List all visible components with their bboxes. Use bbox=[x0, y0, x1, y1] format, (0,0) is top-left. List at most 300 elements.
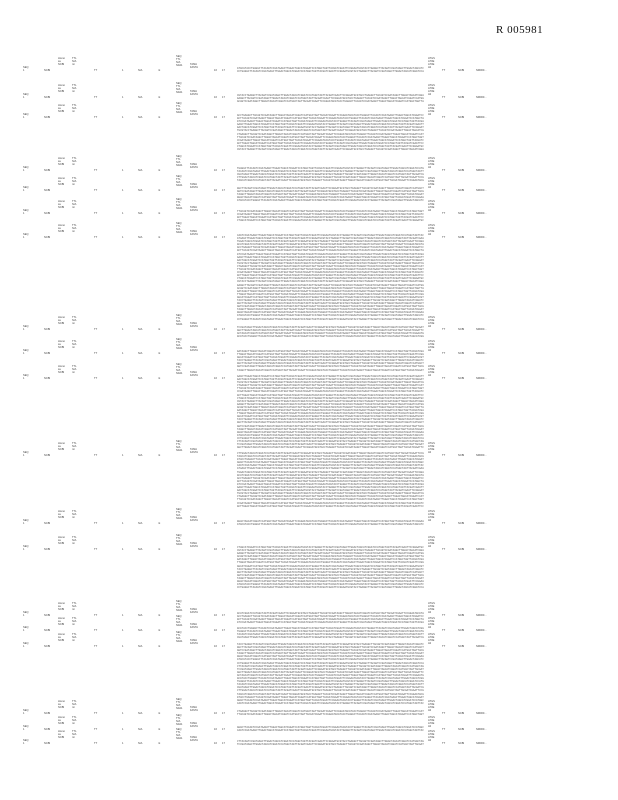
sequence-line: TAAGCTTGGACTAGCATCGGATCCATGGCTAGTTACGATCGAATTCCGGAATGCGTACCTGAGGCTTACAGTCCGATAAGCTTGGACTAGCATCGGATCCATGGCTAGTTACGATCGAAT bbox=[237, 427, 424, 431]
cell: 1 bbox=[122, 548, 124, 551]
cell: TAMA FASTA bbox=[190, 516, 199, 523]
cell: nt bbox=[158, 377, 161, 380]
sequence-line: CTTGGACTAGCATCGGATCCATGGCTAGTTACGATCGAATTCCGGAATGCGTACCTGAGGCTTACAGTCCGATAAGCTTGGACTAGCATCGGATCCATGGCTAGTTACGATCGAATTCCG bbox=[237, 689, 424, 693]
sequence-block bbox=[237, 643, 427, 705]
cell: NCBI bbox=[458, 377, 465, 380]
cell: SEQ TTL N/A N0A1 bbox=[176, 222, 183, 235]
cell: SEQ TTL N/A N0A1 bbox=[176, 55, 183, 68]
cell: 17 bbox=[222, 212, 225, 215]
cell: Homo sa NCBI bbox=[58, 716, 65, 726]
cell: NM000... bbox=[476, 522, 487, 525]
cell: TAMA FASTA bbox=[190, 183, 199, 190]
cell: NCBI bbox=[458, 728, 465, 731]
sequence-line: CGTACCTGAGGCTTACAGTCCGATAAGCTTGGACTAGCATCGGATCCATGGCTAGTTACGATCGAATTCCGGAATGCGTACCTGAGGCTTACAGTCCGATAAGCTTGGACTAGCATCGGA bbox=[237, 549, 424, 553]
sequence-line: CTAGCATCGGATCCATGGCTAGTTACGATCGAATTCCGGAATGCGTACCTGAGGCTTACAGTCCGATAAGCTTGGACTAGCATCGGATCCATGGCTAGTTACGATCGAATTCCGGAATGC bbox=[237, 144, 424, 148]
cell: 1 bbox=[122, 614, 124, 617]
cell: 1 bbox=[122, 377, 124, 380]
cell: nt bbox=[158, 116, 161, 119]
sequence-line: CCTGAGGCTTACAGTCCGATAAGCTTGGACTAGCATCGGATCCATGGCTAGTTACGATCGAATTCCGGAATGCGTACCTGAGGCTTACAGTCCGATAAGCTTGGACTAGCATCGGATCCA bbox=[237, 436, 424, 440]
cell: 17 bbox=[222, 189, 225, 192]
sequence-line: ATGCGTACCTGAGGCTTACAGTCCGATAAGCTTGGACTAGCATCGGATCCATGGCTAGTTACGATCGAATTCCGGAATGCGTACCTGAGGCTTACAGTCCGATAAGCTTGGACTAGCATC bbox=[237, 199, 424, 203]
cell: NCBI bbox=[44, 69, 51, 72]
cell: TT bbox=[442, 212, 446, 215]
cell: TTL N/A mi bbox=[72, 730, 77, 740]
cell: Homo sa NCBI bbox=[58, 224, 65, 234]
cell: TAMA FASTA bbox=[190, 448, 199, 455]
cell: TAMA FASTA bbox=[190, 722, 199, 729]
sequence-line: CTGAGGCTTACAGTCCGATAAGCTTGGACTAGCATCGGATCCATGGCTAGTTACGATCGAATTCCGGAATGCGTACCTGAGGCTTACAGTCCGATAAGCTTGGACTAGCATCGGATCCAT bbox=[237, 495, 424, 499]
cell: NCBI bbox=[44, 96, 51, 99]
sequence-line: ATGCGTACCTGAGGCTTACAGTCCGATAAGCTTGGACTAGCATCGGATCCATGGCTAGTTACGATCGAATTCCGGAATGCGTACCTGAGGCTTACAGTCCGATAAGCTTGGACTAGCATC bbox=[237, 314, 424, 318]
cell: NM000... bbox=[476, 116, 487, 119]
sequence-line: AGCTTGGACTAGCATCGGATCCATGGCTAGTTACGATCGAATTCCGGAATGCGTACCTGAGGCTTACAGTCCGATAAGCTTGGACTAGCATCGGATCCATGGCTAGTTACGATCGAATTC bbox=[237, 670, 424, 674]
sequence-line: CTTGGACTAGCATCGGATCCATGGCTAGTTACGATCGAATTCCGGAATGCGTACCTGAGGCTTACAGTCCGATAAGCTTGGACTAGCATCGGATCCATGGCTAGTTACGATCGAATTCCG bbox=[237, 176, 424, 180]
cell: NM000... bbox=[476, 96, 487, 99]
cell: NCBI bbox=[458, 69, 465, 72]
cell: 17 bbox=[222, 116, 225, 119]
cell: ATGS A70E A70E Alt bbox=[428, 617, 435, 630]
cell: ATGS A70E A70E Alt bbox=[428, 365, 435, 378]
cell: Homo sa NCBI bbox=[58, 200, 65, 210]
cell: NM000... bbox=[476, 352, 487, 355]
cell: nt bbox=[158, 236, 161, 239]
cell: N/A bbox=[138, 454, 143, 457]
sequence-line: TGCGTACCTGAGGCTTACAGTCCGATAAGCTTGGACTAGCATCGGATCCATGGCTAGTTACGATCGAATTCCGGAATGCGTACCTGAGGCTTACAGTCCGATAAGCTTGGACTAGCATCG bbox=[237, 129, 424, 133]
cell: Homo sa NCBI bbox=[58, 730, 65, 740]
cell: NCBI bbox=[458, 614, 465, 617]
cell: TAMA FASTA bbox=[190, 346, 199, 353]
cell: Homo sa NCBI bbox=[58, 177, 65, 187]
sequence-line: GCGTACCTGAGGCTTACAGTCCGATAAGCTTGGACTAGCATCGGATCCATGGCTAGTTACGATCGAATTCCGGAATGCGTACCTGAGGCTTACAGTCCGATAAGCTTGGACTAGCATCGG bbox=[237, 627, 424, 630]
cell: TAMA FASTA bbox=[190, 371, 199, 378]
cell: TT bbox=[442, 629, 446, 632]
cell: nt bbox=[158, 629, 161, 632]
sequence-line: TAGCATCGGATCCATGGCTAGTTACGATCGAATTCCGGAATGCGTACCTGAGGCTTACAGTCCGATAAGCTTGGACTAGCATCGGATCCATGGCTAGTTACGATCGAATTCCGGAATGCG bbox=[237, 692, 424, 696]
cell: 17 bbox=[222, 522, 225, 525]
cell: nt bbox=[158, 169, 161, 172]
sequence-line: GGCTTACAGTCCGATAAGCTTGGACTAGCATCGGATCCATGGCTAGTTACGATCGAATTCCGGAATGCGTACCTGAGGCTTACAGTCCGATAAGCTTGGACTAGCATCGGATCCATGGCT bbox=[237, 421, 424, 425]
cell: 1 bbox=[122, 96, 124, 99]
cell: NM000... bbox=[476, 169, 487, 172]
sequence-line: TTACAGTCCGATAAGCTTGGACTAGCATCGGATCCATGGCTAGTTACGATCGAATTCCGGAATGCGTACCTGAGGCTTACAGTCCGATAAGCTTGGACTAGCATCGGATCCATGGCTAGT bbox=[237, 210, 424, 213]
cell: ATGS A70E A70E Alt bbox=[428, 510, 435, 523]
cell: TTL N/A mi bbox=[72, 224, 77, 234]
cell: 16 bbox=[214, 236, 217, 239]
sequence-line: CCGATAAGCTTGGACTAGCATCGGATCCATGGCTAGTTACGATCGAATTCCGGAATGCGTACCTGAGGCTTACAGTCCGATAAGCTTGGACTAGCATCGGATCCATGGCTAGTTACGATC bbox=[237, 271, 424, 275]
sequence-line: AGTCCGATAAGCTTGGACTAGCATCGGATCCATGGCTAGTTACGATCGAATTCCGGAATGCGTACCTGAGGCTTACAGTCCGATAAGCTTGGACTAGCATCGGATCCATGGCTAGTTACG bbox=[237, 365, 424, 369]
cell: NCBI bbox=[458, 236, 465, 239]
cell: 1 bbox=[122, 645, 124, 648]
sequence-line: CGTACCTGAGGCTTACAGTCCGATAAGCTTGGACTAGCATCGGATCCATGGCTAGTTACGATCGAATTCCGGAATGCGTACCTGAGGCTTACAGTCCGATAAGCTTGGACTAGCATCGGA bbox=[237, 148, 424, 152]
cell: NCBI bbox=[44, 169, 51, 172]
sequence-block bbox=[237, 326, 427, 338]
sequence-line: GCTTGGACTAGCATCGGATCCATGGCTAGTTACGATCGAATTCCGGAATGCGTACCTGAGGCTTACAGTCCGATAAGCTTGGACTAGCATCGGATCCATGGCTAGTTACGATCGAATTCC bbox=[237, 504, 424, 508]
sequence-line: TAAGCTTGGACTAGCATCGGATCCATGGCTAGTTACGATCGAATTCCGGAATGCGTACCTGAGGCTTACAGTCCGATAAGCTTGGACTAGCATCGGATCCATGGCTAGTTACGATCGAAT bbox=[237, 652, 424, 656]
sequence-line: ACAGTCCGATAAGCTTGGACTAGCATCGGATCCATGGCTAGTTACGATCGAATTCCGGAATGCGTACCTGAGGCTTACAGTCCGATAAGCTTGGACTAGCATCGGATCCATGGCTAGTTA bbox=[237, 286, 424, 290]
cell: nt bbox=[158, 712, 161, 715]
cell: nt bbox=[158, 728, 161, 731]
sequence-line: AGCTTGGACTAGCATCGGATCCATGGCTAGTTACGATCGAATTCCGGAATGCGTACCTGAGGCTTACAGTCCGATAAGCTTGGACTAGCATCGGATCCATGGCTAGTTACGATCGAATTC bbox=[237, 329, 424, 333]
page-number: R 005981 bbox=[496, 24, 544, 36]
sequence-line: GAGGCTTACAGTCCGATAAGCTTGGACTAGCATCGGATCCATGGCTAGTTACGATCGAATTCCGGAATGCGTACCTGAGGCTTACAGTCCGATAAGCTTGGACTAGCATCGGATCCATGG bbox=[237, 97, 424, 101]
cell: 17 bbox=[222, 69, 225, 72]
cell: TT bbox=[442, 96, 446, 99]
cell: 17 bbox=[222, 742, 225, 745]
sequence-line: ACCTGAGGCTTACAGTCCGATAAGCTTGGACTAGCATCGGATCCATGGCTAGTTACGATCGAATTCCGGAATGCGTACCTGAGGCTTACAGTCCGATAAGCTTGGACTAGCATCGGATCC bbox=[237, 246, 424, 250]
sequence-block bbox=[237, 520, 427, 526]
cell: NM000... bbox=[476, 189, 487, 192]
cell: NCBI bbox=[44, 614, 51, 617]
sequence-line: AGTCCGATAAGCTTGGACTAGCATCGGATCCATGGCTAGTTACGATCGAATTCCGGAATGCGTACCTGAGGCTTACAGTCCGATAAGCTTGGACTAGCATCGGATCCATGGCTAGTTACG bbox=[237, 190, 424, 194]
cell: 1 bbox=[122, 236, 124, 239]
cell: TT bbox=[442, 236, 446, 239]
cell: N/A bbox=[138, 169, 143, 172]
sequence-line: CGTACCTGAGGCTTACAGTCCGATAAGCTTGGACTAGCATCGGATCCATGGCTAGTTACGATCGAATTCCGGAATGCGTACCTGAGGCTTACAGTCCGATAAGCTTGGACTAGCATCGGA bbox=[237, 280, 424, 284]
cell: ATGS A70E A70E Alt bbox=[428, 340, 435, 353]
sequence-line: CTTACAGTCCGATAAGCTTGGACTAGCATCGGATCCATGGCTAGTTACGATCGAATTCCGGAATGCGTACCTGAGGCTTACAGTCCGATAAGCTTGGACTAGCATCGGATCCATGGCTAG bbox=[237, 439, 424, 443]
cell: 16 bbox=[214, 712, 217, 715]
cell: SEQ TTL N/A N0A1 bbox=[176, 508, 183, 521]
cell: 16 bbox=[214, 548, 217, 551]
cell: 17 bbox=[222, 629, 225, 632]
cell: 16 bbox=[214, 614, 217, 617]
cell: TT bbox=[94, 454, 98, 457]
cell: NCBI bbox=[458, 742, 465, 745]
cell: SEQ TTL N/A N0A1 bbox=[176, 338, 183, 351]
cell-id: SEQ 1 bbox=[23, 325, 29, 332]
cell: 1 bbox=[122, 629, 124, 632]
sequence-line: AGCATCGGATCCATGGCTAGTTACGATCGAATTCCGGAATGCGTACCTGAGGCTTACAGTCCGATAAGCTTGGACTAGCATCGGATCCATGGCTAGTTACGATCGAATTCCGGAATGCGT bbox=[237, 564, 424, 568]
cell: TT bbox=[442, 189, 446, 192]
cell: Homo sa NCBI bbox=[58, 316, 65, 326]
cell: NCBI bbox=[44, 377, 51, 380]
cell-id: SEQ 1 bbox=[23, 93, 29, 100]
sequence-line: GGCTTACAGTCCGATAAGCTTGGACTAGCATCGGATCCATGGCTAGTTACGATCGAATTCCGGAATGCGTACCTGAGGCTTACAGTCCGATAAGCTTGGACTAGCATCGGATCCATGGCT bbox=[237, 646, 424, 650]
cell: TTL N/A mi bbox=[72, 633, 77, 643]
cell: NM000... bbox=[476, 328, 487, 331]
sequence-line: CCTGAGGCTTACAGTCCGATAAGCTTGGACTAGCATCGGATCCATGGCTAGTTACGATCGAATTCCGGAATGCGTACCTGAGGCTTACAGTCCGATAAGCTTGGACTAGCATCGGATCCA bbox=[237, 586, 424, 590]
sequence-line: ATAAGCTTGGACTAGCATCGGATCCATGGCTAGTTACGATCGAATTCCGGAATGCGTACCTGAGGCTTACAGTCCGATAAGCTTGGACTAGCATCGGATCCATGGCTAGTTACGATCGAA bbox=[237, 237, 424, 241]
cell-id: SEQ 1 bbox=[23, 451, 29, 458]
sequence-line: TCCGATAAGCTTGGACTAGCATCGGATCCATGGCTAGTTACGATCGAATTCCGGAATGCGTACCTGAGGCTTACAGTCCGATAAGCTTGGACTAGCATCGGATCCATGGCTAGTTACGAT bbox=[237, 667, 424, 671]
cell: NCBI bbox=[458, 522, 465, 525]
sequence-line: CTTACAGTCCGATAAGCTTGGACTAGCATCGGATCCATGGCTAGTTACGATCGAATTCCGGAATGCGTACCTGAGGCTTACAGTCCGATAAGCTTGGACTAGCATCGGATCCATGGCTAG bbox=[237, 740, 424, 743]
sequence-line: TAAGCTTGGACTAGCATCGGATCCATGGCTAGTTACGATCGAATTCCGGAATGCGTACCTGAGGCTTACAGTCCGATAAGCTTGGACTAGCATCGGATCCATGGCTAGTTACGATCGAAT bbox=[237, 576, 424, 580]
sequence-line: AGCATCGGATCCATGGCTAGTTACGATCGAATTCCGGAATGCGTACCTGAGGCTTACAGTCCGATAAGCTTGGACTAGCATCGGATCCATGGCTAGTTACGATCGAATTCCGGAATGCGT bbox=[237, 356, 424, 360]
cell: 17 bbox=[222, 352, 225, 355]
cell: 1 bbox=[122, 328, 124, 331]
sequence-line: GGACTAGCATCGGATCCATGGCTAGTTACGATCGAATTCCGGAATGCGTACCTGAGGCTTACAGTCCGATAAGCTTGGACTAGCATCGGATCCATGGCTAGTTACGATCGAATTCCGGAA bbox=[237, 580, 424, 584]
cell: TT bbox=[442, 614, 446, 617]
sequence-line: ACTAGCATCGGATCCATGGCTAGTTACGATCGAATTCCGGAATGCGTACCTGAGGCTTACAGTCCGATAAGCTTGGACTAGCATCGGATCCATGGCTAGTTACGATCGAATTCCGGAATG bbox=[237, 332, 424, 336]
cell: Homo sa NCBI bbox=[58, 700, 65, 710]
cell: 17 bbox=[222, 169, 225, 172]
cell: TT bbox=[442, 352, 446, 355]
cell: NCBI bbox=[458, 645, 465, 648]
cell: TTL N/A mi bbox=[72, 177, 77, 187]
cell-id: SEQ 1 bbox=[23, 209, 29, 216]
cell: TT bbox=[442, 454, 446, 457]
sequence-line: AGGCTTACAGTCCGATAAGCTTGGACTAGCATCGGATCCATGGCTAGTTACGATCGAATTCCGGAATGCGTACCTGAGGCTTACAGTCCGATAAGCTTGGACTAGCATCGGATCCATGGC bbox=[237, 726, 424, 729]
cell: 16 bbox=[214, 728, 217, 731]
cell: NM000... bbox=[476, 742, 487, 745]
sequence-line: TGAGGCTTACAGTCCGATAAGCTTGGACTAGCATCGGATCCATGGCTAGTTACGATCGAATTCCGGAATGCGTACCTGAGGCTTACAGTCCGATAAGCTTGGACTAGCATCGGATCCATG bbox=[237, 167, 424, 170]
cell: Homo sa NCBI bbox=[58, 510, 65, 520]
sequence-line: AGTCCGATAAGCTTGGACTAGCATCGGATCCATGGCTAGTTACGATCGAATTCCGGAATGCGTACCTGAGGCTTACAGTCCGATAAGCTTGGACTAGCATCGGATCCATGGCTAGTTACG bbox=[237, 424, 424, 428]
cell: N/A bbox=[138, 742, 143, 745]
sequence-line: CTAGCATCGGATCCATGGCTAGTTACGATCGAATTCCGGAATGCGTACCTGAGGCTTACAGTCCGATAAGCTTGGACTAGCATCGGATCCATGGCTAGTTACGATCGAATTCCGGAATGC bbox=[237, 219, 424, 223]
sequence-line: AAGCTTGGACTAGCATCGGATCCATGGCTAGTTACGATCGAATTCCGGAATGCGTACCTGAGGCTTACAGTCCGATAAGCTTGGACTAGCATCGGATCCATGGCTAGTTACGATCGAATT bbox=[237, 375, 424, 378]
cell: NM000... bbox=[476, 728, 487, 731]
sequence-line: TGCGTACCTGAGGCTTACAGTCCGATAAGCTTGGACTAGCATCGGATCCATGGCTAGTTACGATCGAATTCCGGAATGCGTACCTGAGGCTTACAGTCCGATAAGCTTGGACTAGCATCG bbox=[237, 261, 424, 265]
cell: TT bbox=[94, 742, 98, 745]
cell: NM000... bbox=[476, 712, 487, 715]
sequence-line: GCATCGGATCCATGGCTAGTTACGATCGAATTCCGGAATGCGTACCTGAGGCTTACAGTCCGATAAGCTTGGACTAGCATCGGATCCATGGCTAGTTACGATCGAATTCCGGAATGCGTA bbox=[237, 243, 424, 247]
cell: TAMA FASTA bbox=[190, 736, 199, 743]
cell: NCBI bbox=[458, 328, 465, 331]
cell: TT bbox=[94, 712, 98, 715]
sequence-line: GCTTACAGTCCGATAAGCTTGGACTAGCATCGGATCCATGGCTAGTTACGATCGAATTCCGGAATGCGTACCTGAGGCTTACAGTCCGATAAGCTTGGACTAGCATCGGATCCATGGCTA bbox=[237, 117, 424, 121]
cell: 17 bbox=[222, 236, 225, 239]
sequence-line: GGCTTACAGTCCGATAAGCTTGGACTAGCATCGGATCCATGGCTAGTTACGATCGAATTCCGGAATGCGTACCTGAGGCTTACAGTCCGATAAGCTTGGACTAGCATCGGATCCATGGCT bbox=[237, 362, 424, 366]
cell: 16 bbox=[214, 328, 217, 331]
sequence-line: CGATAAGCTTGGACTAGCATCGGATCCATGGCTAGTTACGATCGAATTCCGGAATGCGTACCTGAGGCTTACAGTCCGATAAGCTTGGACTAGCATCGGATCCATGGCTAGTTACGATCG bbox=[237, 636, 424, 640]
sequence-line: GTCCGATAAGCTTGGACTAGCATCGGATCCATGGCTAGTTACGATCGAATTCCGGAATGCGTACCTGAGGCTTACAGTCCGATAAGCTTGGACTAGCATCGGATCCATGGCTAGTTACGA bbox=[237, 120, 424, 124]
sequence-line: GGCTTACAGTCCGATAAGCTTGGACTAGCATCGGATCCATGGCTAGTTACGATCGAATTCCGGAATGCGTACCTGAGGCTTACAGTCCGATAAGCTTGGACTAGCATCGGATCCATGGCT bbox=[237, 302, 424, 306]
cell: TT bbox=[442, 377, 446, 380]
cell: 16 bbox=[214, 629, 217, 632]
sequence-line: CCTGAGGCTTACAGTCCGATAAGCTTGGACTAGCATCGGATCCATGGCTAGTTACGATCGAATTCCGGAATGCGTACCTGAGGCTTACAGTCCGATAAGCTTGGACTAGCATCGGATCCA bbox=[237, 317, 424, 321]
sequence-block bbox=[237, 350, 427, 372]
cell: SEQ TTL N/A N0A1 bbox=[176, 155, 183, 168]
cell: SEQ TTL N/A N0A1 bbox=[176, 714, 183, 727]
cell: Homo sa NCBI bbox=[58, 340, 65, 350]
cell: NCBI bbox=[458, 169, 465, 172]
cell: ATGS A70E A70E Alt bbox=[428, 730, 435, 743]
cell: ATGS A70E A70E Alt bbox=[428, 177, 435, 190]
cell-id: SEQ 1 bbox=[23, 725, 29, 732]
cell-id: SEQ 1 bbox=[23, 709, 29, 716]
cell: NCBI bbox=[44, 189, 51, 192]
sequence-line: AAGCTTGGACTAGCATCGGATCCATGGCTAGTTACGATCGAATTCCGGAATGCGTACCTGAGGCTTACAGTCCGATAAGCTTGGACTAGCATCGGATCCATGGCTAGTTACGATCGAATT bbox=[237, 255, 424, 259]
sequence-line: AAGCTTGGACTAGCATCGGATCCATGGCTAGTTACGATCGAATTCCGGAATGCGTACCTGAGGCTTACAGTCCGATAAGCTTGGACTAGCATCGGATCCATGGCTAGTTACGATCGAATT bbox=[237, 486, 424, 490]
cell: NCBI bbox=[458, 352, 465, 355]
cell-id: SEQ 1 bbox=[23, 626, 29, 633]
sequence-line: GCGTACCTGAGGCTTACAGTCCGATAAGCTTGGACTAGCATCGGATCCATGGCTAGTTACGATCGAATTCCGGAATGCGTACCTGAGGCTTACAGTCCGATAAGCTTGGACTAGCATCGG bbox=[237, 335, 424, 339]
cell: TTL N/A mi bbox=[72, 84, 77, 94]
cell: NCBI bbox=[458, 189, 465, 192]
cell-id: SEQ 1 bbox=[23, 233, 29, 240]
sequence-line: GCTTACAGTCCGATAAGCTTGGACTAGCATCGGATCCATGGCTAGTTACGATCGAATTCCGGAATGCGTACCTGAGGCTTACAGTCCGATAAGCTTGGACTAGCATCGGATCCATGGCTA bbox=[237, 618, 424, 622]
cell: NCBI bbox=[44, 212, 51, 215]
cell: ATGS A70E A70E Alt bbox=[428, 716, 435, 729]
sequence-line: GAGGCTTACAGTCCGATAAGCTTGGACTAGCATCGGATCCATGGCTAGTTACGATCGAATTCCGGAATGCGTACCTGAGGCTTACAGTCCGATAAGCTTGGACTAGCATCGGATCCATGG bbox=[237, 402, 424, 406]
cell: NCBI bbox=[44, 522, 51, 525]
cell: nt bbox=[158, 548, 161, 551]
sequence-line: ACCTGAGGCTTACAGTCCGATAAGCTTGGACTAGCATCGGATCCATGGCTAGTTACGATCGAATTCCGGAATGCGTACCTGAGGCTTACAGTCCGATAAGCTTGGACTAGCATCGGATCC bbox=[237, 476, 424, 480]
cell: SEQ TTL N/A N0A1 bbox=[176, 102, 183, 115]
cell: TAMA FASTA bbox=[190, 206, 199, 213]
sequence-line: GCTTGGACTAGCATCGGATCCATGGCTAGTTACGATCGAATTCCGGAATGCGTACCTGAGGCTTACAGTCCGATAAGCTTGGACTAGCATCGGATCCATGGCTAGTTACGATCGAATTCC bbox=[237, 393, 424, 397]
sequence-line: GACTAGCATCGGATCCATGGCTAGTTACGATCGAATTCCGGAATGCGTACCTGAGGCTTACAGTCCGATAAGCTTGGACTAGCATCGGATCCATGGCTAGTTACGATCGAATTCCGGAAT bbox=[237, 258, 424, 262]
cell-id: SEQ 1 bbox=[23, 186, 29, 193]
cell: 17 bbox=[222, 96, 225, 99]
sequence-line: GTCCGATAAGCTTGGACTAGCATCGGATCCATGGCTAGTTACGATCGAATTCCGGAATGCGTACCTGAGGCTTACAGTCCGATAAGCTTGGACTAGCATCGGATCCATGGCTAGTTACGA bbox=[237, 252, 424, 256]
sequence-line: CTAGCATCGGATCCATGGCTAGTTACGATCGAATTCCGGAATGCGTACCTGAGGCTTACAGTCCGATAAGCTTGGACTAGCATCGGATCCATGGCTAGTTACGATCGAATTCCGGAATGC bbox=[237, 396, 424, 400]
cell-id: SEQ 1 bbox=[23, 349, 29, 356]
cell: 16 bbox=[214, 116, 217, 119]
cell: NCBI bbox=[44, 352, 51, 355]
cell: SEQ TTL N/A N0A1 bbox=[176, 615, 183, 628]
cell: TTL N/A mi bbox=[72, 104, 77, 114]
cell: NCBI bbox=[44, 728, 51, 731]
sequence-line: CGATAAGCTTGGACTAGCATCGGATCCATGGCTAGTTACGATCGAATTCCGGAATGCGTACCTGAGGCTTACAGTCCGATAAGCTTGGACTAGCATCGGATCCATGGCTAGTTACGATCG bbox=[237, 173, 424, 177]
cell: ATGS A70E A70E Alt bbox=[428, 633, 435, 646]
sequence-block bbox=[237, 187, 427, 202]
sequence-line: CCGATAAGCTTGGACTAGCATCGGATCCATGGCTAGTTACGATCGAATTCCGGAATGCGTACCTGAGGCTTACAGTCCGATAAGCTTGGACTAGCATCGGATCCATGGCTAGTTACGATC bbox=[237, 138, 424, 142]
sequence-line: ACCTGAGGCTTACAGTCCGATAAGCTTGGACTAGCATCGGATCCATGGCTAGTTACGATCGAATTCCGGAATGCGTACCTGAGGCTTACAGTCCGATAAGCTTGGACTAGCATCGGATCC bbox=[237, 114, 424, 117]
sequence-line: CAGTCCGATAAGCTTGGACTAGCATCGGATCCATGGCTAGTTACGATCGAATTCCGGAATGCGTACCTGAGGCTTACAGTCCGATAAGCTTGGACTAGCATCGGATCCATGGCTAGTTAC bbox=[237, 234, 424, 237]
cell: NM000... bbox=[476, 645, 487, 648]
sequence-block bbox=[237, 167, 427, 182]
sequence-line: TCCGATAAGCTTGGACTAGCATCGGATCCATGGCTAGTTACGATCGAATTCCGGAATGCGTACCTGAGGCTTACAGTCCGATAAGCTTGGACTAGCATCGGATCCATGGCTAGTTACGAT bbox=[237, 443, 424, 447]
cell: NCBI bbox=[44, 629, 51, 632]
cell: ATGS A70E A70E Alt bbox=[428, 200, 435, 213]
cell: TAMA FASTA bbox=[190, 63, 199, 70]
cell: TAMA FASTA bbox=[190, 542, 199, 549]
sequence-line: TGCGTACCTGAGGCTTACAGTCCGATAAGCTTGGACTAGCATCGGATCCATGGCTAGTTACGATCGAATTCCGGAATGCGTACCTGAGGCTTACAGTCCGATAAGCTTGGACTAGCATCG bbox=[237, 492, 424, 496]
cell: TT bbox=[94, 189, 98, 192]
cell: ATGS A70E A70E Alt bbox=[428, 536, 435, 549]
sequence-line: AGCATCGGATCCATGGCTAGTTACGATCGAATTCCGGAATGCGTACCTGAGGCTTACAGTCCGATAAGCTTGGACTAGCATCGGATCCATGGCTAGTTACGATCGAATTCCGGAATGCGT bbox=[237, 415, 424, 419]
cell: NM000... bbox=[476, 614, 487, 617]
cell: TAMA FASTA bbox=[190, 608, 199, 615]
cell: SEQ TTL N/A N0A1 bbox=[176, 82, 183, 95]
sequence-line: TAGCATCGGATCCATGGCTAGTTACGATCGAATTCCGGAATGCGTACCTGAGGCTTACAGTCCGATAAGCTTGGACTAGCATCGGATCCATGGCTAGTTACGATCGAATTCCGGAATGCG bbox=[237, 179, 424, 183]
cell: N/A bbox=[138, 614, 143, 617]
cell: 16 bbox=[214, 742, 217, 745]
sequence-line: TCCGATAAGCTTGGACTAGCATCGGATCCATGGCTAGTTACGATCGAATTCCGGAATGCGTACCTGAGGCTTACAGTCCGATAAGCTTGGACTAGCATCGGATCCATGGCTAGTTACGAT bbox=[237, 326, 424, 329]
cell: ATGS A70E A70E Alt bbox=[428, 316, 435, 329]
cell: ATGS A70E A70E Alt bbox=[428, 442, 435, 455]
cell: TT bbox=[94, 377, 98, 380]
cell: TT bbox=[94, 548, 98, 551]
cell: NCBI bbox=[44, 645, 51, 648]
cell: TT bbox=[442, 69, 446, 72]
cell: N/A bbox=[138, 629, 143, 632]
cell: Homo sa NCBI bbox=[58, 104, 65, 114]
cell-id: SEQ 1 bbox=[23, 611, 29, 618]
cell: TT bbox=[94, 69, 98, 72]
cell: 1 bbox=[122, 116, 124, 119]
cell: nt bbox=[158, 454, 161, 457]
sequence-block bbox=[237, 452, 427, 508]
sequence-line: GCTTGGACTAGCATCGGATCCATGGCTAGTTACGATCGAATTCCGGAATGCGTACCTGAGGCTTACAGTCCGATAAGCTTGGACTAGCATCGGATCCATGGCTAGTTACGATCGAATTCC bbox=[237, 216, 424, 220]
sequence-line: GCATCGGATCCATGGCTAGTTACGATCGAATTCCGGAATGCGTACCTGAGGCTTACAGTCCGATAAGCTTGGACTAGCATCGGATCCATGGCTAGTTACGATCGAATTCCGGAATGCGTA bbox=[237, 473, 424, 477]
sequence-line: ACTAGCATCGGATCCATGGCTAGTTACGATCGAATTCCGGAATGCGTACCTGAGGCTTACAGTCCGATAAGCTTGGACTAGCATCGGATCCATGGCTAGTTACGATCGAATTCCGGAATG bbox=[237, 673, 424, 677]
cell: ATGS A70E A70E Alt bbox=[428, 157, 435, 170]
sequence-block bbox=[237, 67, 427, 73]
cell: TTL N/A mi bbox=[72, 442, 77, 452]
cell: SEQ TTL N/A N0A1 bbox=[176, 363, 183, 376]
cell: NM000... bbox=[476, 69, 487, 72]
sequence-line: AGCATCGGATCCATGGCTAGTTACGATCGAATTCCGGAATGCGTACCTGAGGCTTACAGTCCGATAAGCTTGGACTAGCATCGGATCCATGGCTAGTTACGATCGAATTCCGGAATGCGT bbox=[237, 295, 424, 299]
sequence-line: GATAAGCTTGGACTAGCATCGGATCCATGGCTAGTTACGATCGAATTCCGGAATGCGTACCTGAGGCTTACAGTCCGATAAGCTTGGACTAGCATCGGATCCATGGCTAGTTACGATCGA bbox=[237, 350, 424, 353]
cell: TT bbox=[94, 96, 98, 99]
sequence-line: TTACAGTCCGATAAGCTTGGACTAGCATCGGATCCATGGCTAGTTACGATCGAATTCCGGAATGCGTACCTGAGGCTTACAGTCCGATAAGCTTGGACTAGCATCGGATCCATGGCTAGT bbox=[237, 268, 424, 272]
sequence-line: GTACCTGAGGCTTACAGTCCGATAAGCTTGGACTAGCATCGGATCCATGGCTAGTTACGATCGAATTCCGGAATGCGTACCTGAGGCTTACAGTCCGATAAGCTTGGACTAGCATCGGAT bbox=[237, 458, 424, 462]
cell: 16 bbox=[214, 169, 217, 172]
cell: 17 bbox=[222, 454, 225, 457]
cell: 16 bbox=[214, 645, 217, 648]
cell: TAMA FASTA bbox=[190, 623, 199, 630]
cell: Homo sa NCBI bbox=[58, 617, 65, 627]
cell: N/A bbox=[138, 96, 143, 99]
cell: SEQ TTL N/A N0A1 bbox=[176, 698, 183, 711]
sequence-line: CTGAGGCTTACAGTCCGATAAGCTTGGACTAGCATCGGATCCATGGCTAGTTACGATCGAATTCCGGAATGCGTACCTGAGGCTTACAGTCCGATAAGCTTGGACTAGCATCGGATCCAT bbox=[237, 132, 424, 136]
cell: TT bbox=[442, 712, 446, 715]
cell: 16 bbox=[214, 96, 217, 99]
cell: TAMA FASTA bbox=[190, 110, 199, 117]
cell: 17 bbox=[222, 614, 225, 617]
sequence-line: AGCTTGGACTAGCATCGGATCCATGGCTAGTTACGATCGAATTCCGGAATGCGTACCTGAGGCTTACAGTCCGATAAGCTTGGACTAGCATCGGATCCATGGCTAGTTACGATCGAATTC bbox=[237, 446, 424, 450]
cell: SEQ TTL N/A N0A1 bbox=[176, 440, 183, 453]
sequence-line: CCTGAGGCTTACAGTCCGATAAGCTTGGACTAGCATCGGATCCATGGCTAGTTACGATCGAATTCCGGAATGCGTACCTGAGGCTTACAGTCCGATAAGCTTGGACTAGCATCGGATCCA bbox=[237, 661, 424, 665]
sequence-line: TACCTGAGGCTTACAGTCCGATAAGCTTGGACTAGCATCGGATCCATGGCTAGTTACGATCGAATTCCGGAATGCGTACCTGAGGCTTACAGTCCGATAAGCTTGGACTAGCATCGGATC bbox=[237, 567, 424, 571]
cell: nt bbox=[158, 614, 161, 617]
sequence-block bbox=[237, 94, 427, 103]
sequence-line: ATGCGTACCTGAGGCTTACAGTCCGATAAGCTTGGACTAGCATCGGATCCATGGCTAGTTACGATCGAATTCCGGAATGCGTACCTGAGGCTTACAGTCCGATAAGCTTGGACTAGCATC bbox=[237, 433, 424, 437]
cell: ATGS A70E A70E Alt bbox=[428, 700, 435, 713]
cell: 1 bbox=[122, 728, 124, 731]
sequence-line: TGCGTACCTGAGGCTTACAGTCCGATAAGCTTGGACTAGCATCGGATCCATGGCTAGTTACGATCGAATTCCGGAATGCGTACCTGAGGCTTACAGTCCGATAAGCTTGGACTAGCATCG bbox=[237, 381, 424, 385]
cell: TT bbox=[94, 352, 98, 355]
cell: TTL N/A mi bbox=[72, 340, 77, 350]
sequence-line: CGTACCTGAGGCTTACAGTCCGATAAGCTTGGACTAGCATCGGATCCATGGCTAGTTACGATCGAATTCCGGAATGCGTACCTGAGGCTTACAGTCCGATAAGCTTGGACTAGCATCGGA bbox=[237, 94, 424, 97]
cell: TT bbox=[442, 742, 446, 745]
sequence-line: TAGCATCGGATCCATGGCTAGTTACGATCGAATTCCGGAATGCGTACCTGAGGCTTACAGTCCGATAAGCTTGGACTAGCATCGGATCCATGGCTAGTTACGATCGAATTCCGGAATGCG bbox=[237, 455, 424, 459]
sequence-line: GGCTTACAGTCCGATAAGCTTGGACTAGCATCGGATCCATGGCTAGTTACGATCGAATTCCGGAATGCGTACCTGAGGCTTACAGTCCGATAAGCTTGGACTAGCATCGGATCCATGGCT bbox=[237, 187, 424, 190]
cell: TAMA FASTA bbox=[190, 230, 199, 237]
cell: Homo sa NCBI bbox=[58, 157, 65, 167]
cell: N/A bbox=[138, 645, 143, 648]
sequence-line: TACCTGAGGCTTACAGTCCGATAAGCTTGGACTAGCATCGGATCCATGGCTAGTTACGATCGAATTCCGGAATGCGTACCTGAGGCTTACAGTCCGATAAGCTTGGACTAGCATCGGATC bbox=[237, 643, 424, 646]
cell: SEQ TTL N/A N0A1 bbox=[176, 314, 183, 327]
sequence-line: GATAAGCTTGGACTAGCATCGGATCCATGGCTAGTTACGATCGAATTCCGGAATGCGTACCTGAGGCTTACAGTCCGATAAGCTTGGACTAGCATCGGATCCATGGCTAGTTACGATCGA bbox=[237, 558, 424, 562]
cell: SEQ TTL N/A N0A1 bbox=[176, 534, 183, 547]
sequence-line: GTCCGATAAGCTTGGACTAGCATCGGATCCATGGCTAGTTACGATCGAATTCCGGAATGCGTACCTGAGGCTTACAGTCCGATAAGCTTGGACTAGCATCGGATCCATGGCTAGTTACGA bbox=[237, 621, 424, 625]
sequence-line: GACTAGCATCGGATCCATGGCTAGTTACGATCGAATTCCGGAATGCGTACCTGAGGCTTACAGTCCGATAAGCTTGGACTAGCATCGGATCCATGGCTAGTTACGATCGAATTCCGGAAT bbox=[237, 489, 424, 493]
cell: 17 bbox=[222, 712, 225, 715]
sequence-block bbox=[237, 546, 427, 589]
sequence-block bbox=[237, 740, 427, 746]
cell: 16 bbox=[214, 454, 217, 457]
cell: SEQ TTL N/A N0A1 bbox=[176, 175, 183, 188]
cell: NCBI bbox=[458, 116, 465, 119]
sequence-block bbox=[237, 627, 427, 639]
cell: TT bbox=[442, 728, 446, 731]
cell: TT bbox=[442, 169, 446, 172]
cell: Homo sa NCBI bbox=[58, 365, 65, 375]
cell: ATGS A70E A70E Alt bbox=[428, 84, 435, 97]
sequence-line: CAGTCCGATAAGCTTGGACTAGCATCGGATCCATGGCTAGTTACGATCGAATTCCGGAATGCGTACCTGAGGCTTACAGTCCGATAAGCTTGGACTAGCATCGGATCCATGGCTAGTTAC bbox=[237, 464, 424, 468]
sequence-line: GGACTAGCATCGGATCCATGGCTAGTTACGATCGAATTCCGGAATGCGTACCTGAGGCTTACAGTCCGATAAGCTTGGACTAGCATCGGATCCATGGCTAGTTACGATCGAATTCCGGAA bbox=[237, 430, 424, 434]
cell: N/A bbox=[138, 377, 143, 380]
sequence-line: GGACTAGCATCGGATCCATGGCTAGTTACGATCGAATTCCGGAATGCGTACCTGAGGCTTACAGTCCGATAAGCTTGGACTAGCATCGGATCCATGGCTAGTTACGATCGAATTCCGGAA bbox=[237, 520, 424, 523]
cell: 16 bbox=[214, 522, 217, 525]
cell: NM000... bbox=[476, 629, 487, 632]
sequence-line: TACAGTCCGATAAGCTTGGACTAGCATCGGATCCATGGCTAGTTACGATCGAATTCCGGAATGCGTACCTGAGGCTTACAGTCCGATAAGCTTGGACTAGCATCGGATCCATGGCTAGTT bbox=[237, 683, 424, 687]
